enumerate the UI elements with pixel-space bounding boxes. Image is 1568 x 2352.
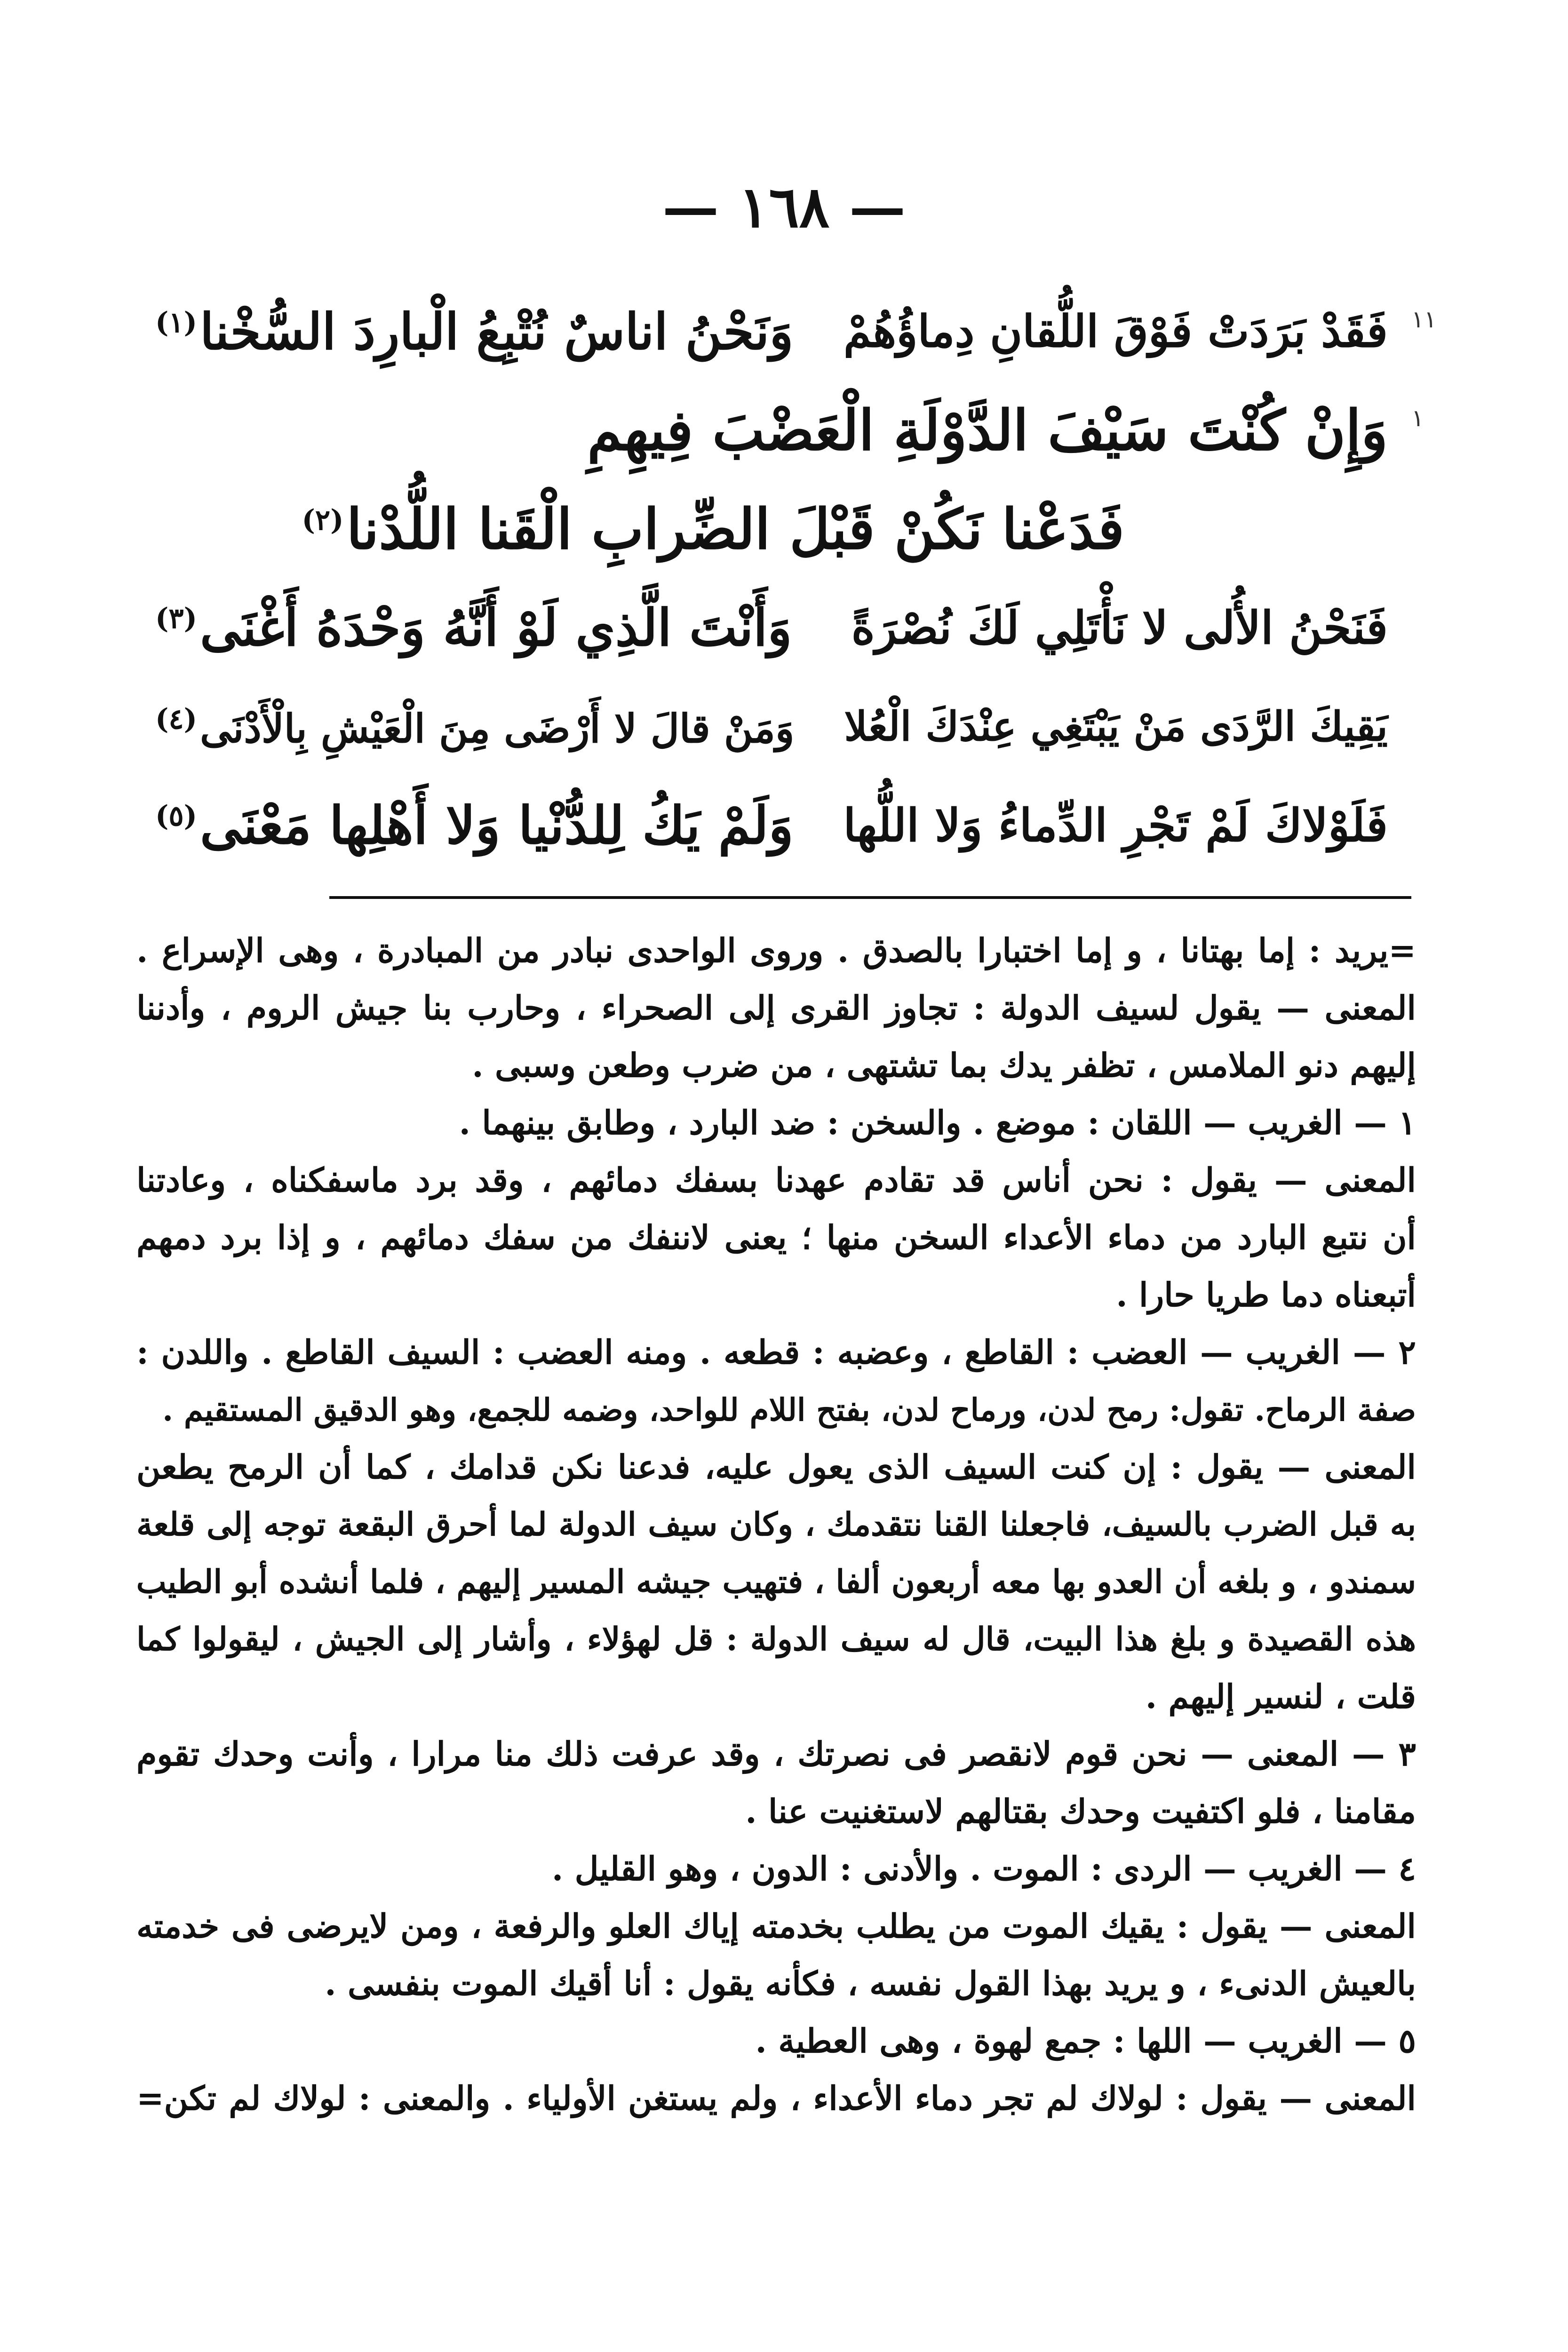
note-line: ٣ — المعنى — نحن قوم لانقصر فى نصرتك ، وقد عرفت ذلك منا مرارا ، وأنت وحدك تقوم xyxy=(136,1734,1416,1773)
margin-mark: ١ xyxy=(1411,405,1424,432)
verse-text: فَدَعْنا نَكُنْ قَبْلَ الضِّرابِ الْقَنا اللُّدْنا xyxy=(346,496,1124,562)
note-line: أتبعناه دما طريا حارا . xyxy=(1116,1275,1416,1314)
verse-second-hemistich xyxy=(155,795,795,856)
note-line: مقامنا ، فلو اكتفيت وحدك بقتالهم لاستغنيت عنا . xyxy=(745,1792,1416,1831)
verse-second-hemistich xyxy=(155,703,795,752)
footnote-marker: (٤) xyxy=(155,703,198,736)
verse-line xyxy=(155,579,1388,677)
verse-line xyxy=(155,480,1388,579)
verse-text: وَنَحْنُ اناسٌ نُتْبِعُ الْبارِدَ السُّخْنا xyxy=(200,302,794,361)
footnote-marker: (٣) xyxy=(155,602,198,635)
verse-text: وَلَمْ يَكُ لِلدُّنْيا وَلا أَهْلِها مَعْنَى xyxy=(200,795,794,856)
verse-line xyxy=(155,282,1388,381)
verse-first-hemistich: يَقِيكَ الرَّدَى مَنْ يَبْتَغِي عِنْدَكَ الْعُلا xyxy=(844,703,1388,750)
note-line: بالعيش الدنىء ، و يريد بهذا القول نفسه ، فكأنه يقول : أنا أقيك الموت بنفسى . xyxy=(325,1964,1416,2003)
verse-first-hemistich: وَإِنْ كُنْتَ سَيْفَ الدَّوْلَةِ الْعَضْبَ فِيهِمِ xyxy=(587,397,1388,463)
note-line: ٢ — الغريب — العضب : القاطع ، وعضبه : قطعه . ومنه العضب : السيف القاطع . واللدن : xyxy=(136,1333,1416,1372)
verse-text: وَأَنْتَ الَّذِي لَوْ أَنَّهُ وَحْدَهُ أَغْنَى xyxy=(200,598,792,658)
note-line: هذه القصيدة و بلغ هذا البيت، قال له سيف الدولة : قل لهؤلاء ، وأشار إلى الجيش ، ليقولوا كما xyxy=(136,1621,1416,1658)
footnote-marker: (٥) xyxy=(155,800,198,833)
commentary-notes xyxy=(136,922,1416,2127)
note-line: سمندو ، و بلغه أن العدو بها معه أربعون ألفا ، فتهيب جيشه المسير إليهم ، فلما أنشده أبو الطيب xyxy=(136,1563,1416,1601)
note-line: قلت ، لنسير إليهم . xyxy=(1145,1677,1416,1716)
verse-line xyxy=(155,677,1388,776)
verse-second-hemistich xyxy=(302,496,1124,562)
footnote-marker: (٢) xyxy=(302,503,344,537)
note-line: ٤ — الغريب — الردى : الموت . والأدنى : الدون ، وهو القليل . xyxy=(551,1849,1416,1888)
note-line: المعنى — يقول : يقيك الموت من يطلب بخدمته إياك العلو والرفعة ، ومن لايرضى فى خدمته xyxy=(136,1907,1416,1946)
note-line: المعنى — يقول : لولاك لم تجر دماء الأعداء ، ولم يستغن الأولياء . والمعنى : لولاك لم تكن= xyxy=(136,2079,1416,2118)
note-line: المعنى — يقول : نحن أناس قد تقادم عهدنا بسفك دمائهم ، وقد برد ماسفكناه ، وعادتنا xyxy=(136,1160,1416,1200)
verse-first-hemistich: فَلَوْلاكَ لَمْ تَجْرِ الدِّماءُ وَلا اللُّها xyxy=(843,799,1388,852)
note-line: إليهم دنو الملامس ، تظفر يدك بما تشتهى ، من ضرب وطعن وسبى . xyxy=(472,1046,1416,1085)
verse-line xyxy=(155,381,1388,480)
note-line: المعنى — يقول : إن كنت السيف الذى يعول عليه، فدعنا نكن قدامك ، كما أن الرمح يطعن xyxy=(136,1447,1416,1486)
verse-text: وَمَنْ قالَ لا أَرْضَى مِنَ الْعَيْشِ بِالْأَدْنَى xyxy=(200,705,795,752)
note-line: ١ — الغريب — اللقان : موضع . والسخن : ضد البارد ، وطابق بينهما . xyxy=(459,1103,1416,1142)
verse-line xyxy=(155,776,1388,875)
footnote-marker: (١) xyxy=(155,306,198,339)
verse-second-hemistich xyxy=(155,598,795,658)
poem-verses xyxy=(155,282,1388,875)
note-line: =يريد : إما بهتانا ، و إما اختبارا بالصدق . وروى الواحدى نبادر من المبادرة ، وهى الإسراع . xyxy=(136,931,1416,970)
note-line: به قبل الضرب بالسيف، فاجعلنا القنا نتقدمك ، وكان سيف الدولة لما أحرق البقعة توجه إلى قلعة xyxy=(136,1506,1416,1543)
note-line: أن نتبع البارد من دماء الأعداء السخن منها ؛ يعنى لاننفك من سفك دمائهم ، و إذا برد دمهم xyxy=(136,1218,1416,1257)
verse-first-hemistich: فَنَحْنُ الأُلى لا نَأْتَلِي لَكَ نُصْرَةً xyxy=(851,601,1388,654)
verse-second-hemistich xyxy=(155,302,795,361)
note-line: المعنى — يقول لسيف الدولة : تجاوز القرى إلى الصحراء ، وحارب بنا جيش الروم ، وأدننا xyxy=(136,988,1416,1027)
margin-mark: ١١ xyxy=(1411,306,1437,333)
note-line: ٥ — الغريب — اللها : جمع لهوة ، وهى العطية . xyxy=(755,2021,1416,2060)
page-number: — ١٦٨ — xyxy=(662,174,906,240)
verse-first-hemistich: فَقَدْ بَرَدَتْ فَوْقَ اللُّقانِ دِماؤُهُمْ xyxy=(843,306,1388,358)
footnote-divider xyxy=(329,896,1411,899)
note-line: صفة الرماح. تقول: رمح لدن، ورماح لدن، بفتح اللام للواحد، وضمه للجمع، وهو الدقيق المستقيم . xyxy=(162,1391,1416,1428)
